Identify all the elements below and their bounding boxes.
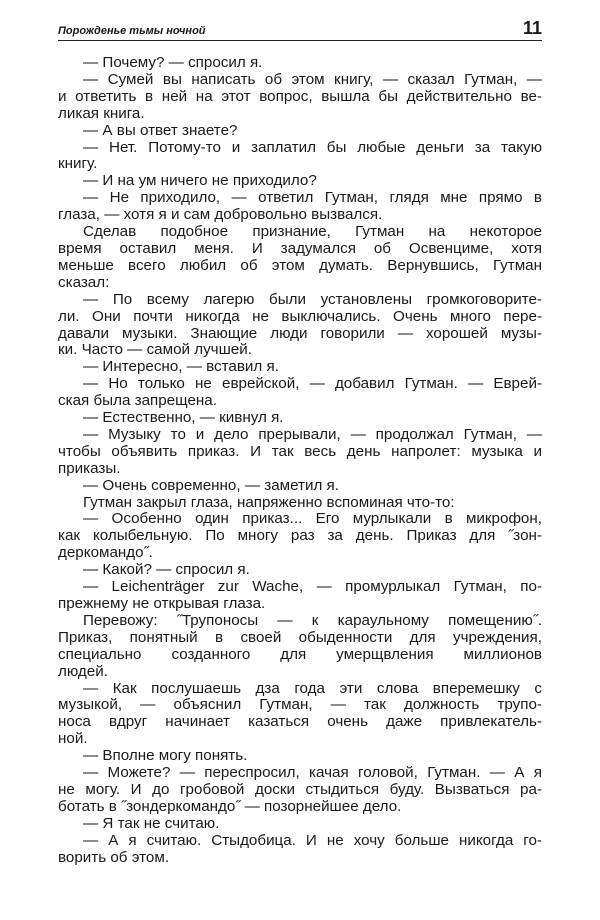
paragraph: [58, 833, 542, 867]
text-line: — Вполне могу понять.: [83, 747, 248, 765]
text-line: — Сумей вы написать об этом книгу, — сказал Гутман, —: [83, 70, 542, 88]
text-line: давали музыки. Знающие люди говорили — хорошей музы-: [58, 324, 542, 342]
text-line: — Но только не еврейской, — добавил Гутман. — Еврей-: [83, 375, 542, 393]
paragraph: [58, 478, 542, 495]
text-line: — Можете? — переспросил, качая головой, Гутман. — А я: [83, 764, 542, 782]
text-line: и ответить в ней на этот вопрос, вышла бы действительно ве-: [58, 87, 542, 105]
text-line: — А я считаю. Стыдобица. И не хочу больше никогда го-: [83, 831, 542, 849]
text-line: Приказ, понятный в своей обыденности для учреждения,: [58, 628, 542, 646]
text-line: Перевожу: ˝Трупоносы — к караульному помещению˝.: [83, 611, 542, 629]
text-line: ли. Они почти никогда не выключались. Очень много пере-: [58, 307, 542, 325]
text-line: — Я так не считаю.: [83, 814, 220, 832]
paragraph: [58, 681, 542, 749]
paragraph: [58, 816, 542, 833]
running-title: Порожденье тьмы ночной: [58, 25, 206, 37]
paragraph: [58, 72, 542, 123]
paragraph: [58, 359, 542, 376]
text-line: Гутман закрыл глаза, напряженно вспоминая что-то:: [83, 493, 455, 511]
text-line: специально созданного для умерщвления миллионов: [58, 645, 542, 663]
paragraph: [58, 190, 542, 224]
paragraph: [58, 224, 542, 292]
paragraph: [58, 511, 542, 562]
text-line: людей.: [58, 662, 108, 680]
paragraph: [58, 495, 542, 512]
text-line: ботать в ˝зондеркомандо˝ — позорнейшее дело.: [58, 797, 402, 815]
text-line: — И на ум ничего не приходило?: [83, 172, 317, 190]
paragraph: [58, 427, 542, 478]
text-line: время оставил меня. И задумался об Освенциме, хотя: [58, 239, 542, 257]
paragraph: [58, 613, 542, 681]
text-line: Сделав подобное признание, Гутман на некоторое: [83, 223, 542, 241]
text-line: — Не приходило, — ответил Гутман, глядя мне прямо в: [83, 189, 542, 207]
text-line: ская была запрещена.: [58, 392, 217, 410]
text-line: приказы.: [58, 459, 121, 477]
text-line: музыкой, — объяснил Гутман, — так должность трупо-: [58, 696, 542, 714]
text-line: — По всему лагерю были установлены громкоговорите-: [83, 290, 542, 308]
text-line: как колыбельную. По многу раз за день. Приказ для ˝зон-: [58, 527, 542, 545]
paragraph: [58, 765, 542, 816]
text-line: ликая книга.: [58, 104, 145, 122]
text-line: книгу.: [58, 155, 98, 173]
text-line: — Как послушаешь дза года эти слова вперемешку с: [83, 679, 542, 697]
text-line: — Естественно, — кивнул я.: [83, 409, 284, 427]
paragraph: [58, 562, 542, 579]
text-line: — Почему? — спросил я.: [83, 54, 263, 71]
paragraph: [58, 748, 542, 765]
text-line: деркомандо˝.: [58, 544, 153, 562]
text-line: ворить об этом.: [58, 848, 170, 866]
text-line: — Нет. Потому-то и заплатил бы любые деньги за такую: [83, 138, 542, 156]
text-line: — Музыку то и дело прерывали, — продолжал Гутман, —: [83, 425, 542, 443]
text-line: ной.: [58, 730, 88, 748]
text-line: глаза, — хотя я и сам добровольно вызвался.: [58, 206, 383, 224]
text-line: ки. Часто — самой лучшей.: [58, 341, 252, 359]
text-line: меньше всего любил об этом думать. Вернувшись, Гутман: [58, 256, 542, 274]
text-line: — Особенно один приказ... Его мурлыкали в микрофон,: [83, 510, 542, 528]
page-header: [58, 18, 542, 41]
text-line: — Какой? — спросил я.: [83, 561, 250, 579]
text-line: — А вы ответ знаете?: [83, 121, 238, 139]
text-line: — Leichenträger zur Wache, — промурлыкал Гутман, по-: [83, 578, 542, 596]
text-line: не могу. И до гробовой доски стыдиться буду. Вызваться ра-: [58, 780, 542, 798]
paragraph: [58, 123, 542, 140]
paragraph: [58, 579, 542, 613]
paragraph: [58, 55, 542, 72]
body-text: [58, 55, 542, 867]
text-line: — Очень современно, — заметил я.: [83, 476, 339, 494]
paragraph: [58, 376, 542, 410]
text-line: — Интересно, — вставил я.: [83, 358, 279, 376]
paragraph: [58, 140, 542, 174]
text-line: прежнему не открывая глаза.: [58, 595, 266, 612]
text-line: носа вдруг начинает казаться очень даже привлекатель-: [58, 713, 542, 731]
paragraph: [58, 173, 542, 190]
paragraph: [58, 410, 542, 427]
page-number: 11: [522, 18, 542, 38]
paragraph: [58, 292, 542, 360]
text-line: сказал:: [58, 273, 110, 291]
text-line: чтобы объявить приказ. И так весь день напролет: музыка и: [58, 442, 542, 460]
